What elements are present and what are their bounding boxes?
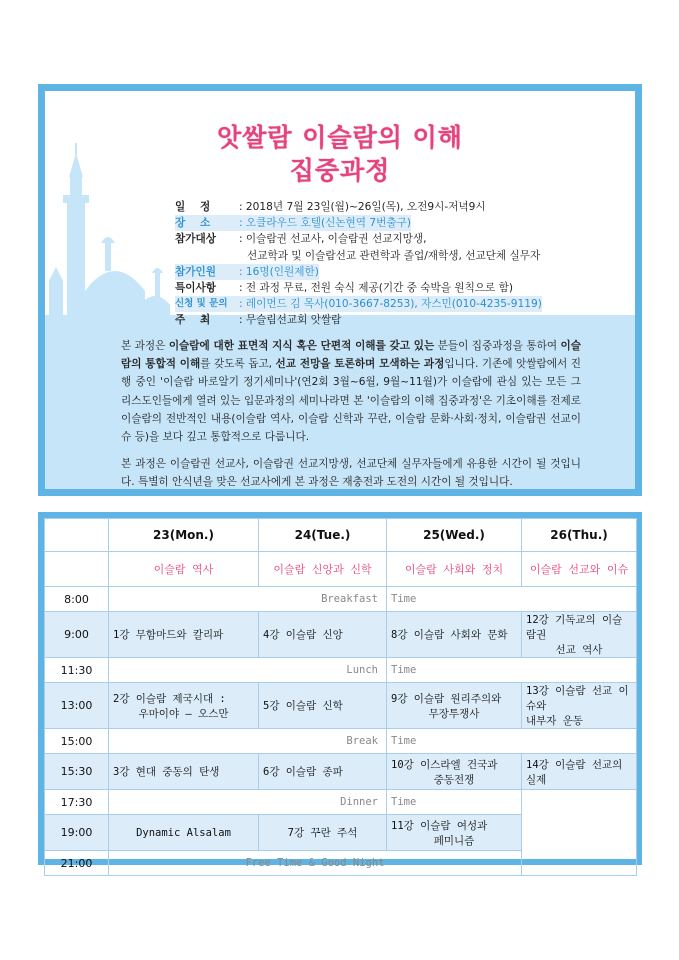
- lecture-line: 11강 이슬람 여성과: [391, 819, 488, 832]
- page-title: [45, 121, 635, 187]
- day-header: 23(Mon.): [109, 519, 259, 552]
- time-cell: 8:00: [45, 587, 109, 612]
- break-label: Break: [346, 735, 378, 747]
- target-value-2: 선교학과 및 이슬람선교 관련학과 졸업/재학생, 선교단체 실무자: [247, 249, 541, 262]
- schedule-row-1300: [45, 683, 637, 729]
- target-label: 참가대상: [175, 233, 216, 246]
- lecture-line: 선교 역사: [555, 644, 603, 656]
- meal-cell-left: [109, 790, 387, 815]
- program-details: [175, 199, 542, 329]
- desc-text: 를 갖도록 돕고,: [200, 358, 276, 371]
- lecture-cell: 8강 이슬람 사회와 문화: [387, 612, 522, 658]
- description-paragraph-1: [121, 337, 581, 446]
- lecture-cell: [522, 612, 637, 658]
- topic-row: [45, 552, 637, 587]
- lecture-cell: [387, 683, 522, 729]
- lecture-line: 13강 이슬람 선교 이슈와: [526, 685, 629, 712]
- title-line-2: 집중과정: [289, 156, 391, 185]
- empty-cell: [522, 790, 637, 876]
- schedule-row-0900: [45, 612, 637, 658]
- date-value: : 2018년 7월 23일(월)~26일(목), 오전9시-저녁9시: [239, 201, 486, 213]
- time-cell: 19:00: [45, 815, 109, 851]
- time-cell: 11:30: [45, 658, 109, 683]
- lecture-cell: [387, 815, 522, 851]
- lecture-cell: 4강 이슬람 신앙: [259, 612, 387, 658]
- topic-header: 이슬람 사회와 정치: [387, 552, 522, 587]
- place-label: 장 소: [175, 215, 239, 231]
- schedule-row-0800: [45, 587, 637, 612]
- free-time-cell: Free Time & Good Night: [109, 851, 522, 876]
- description-paragraph-2: 본 과정은 이슬람권 선교사, 이슬람권 선교지망생, 선교단체 실무자들에게 유용한 시간이 될 것입니다. 특별히 안식년을 맞은 선교사에게 본 과정은 재충전과 도전의 시간이 될 것입니다.: [121, 458, 581, 489]
- meal-cell-right: Time: [387, 658, 637, 683]
- contact-row: [175, 296, 542, 312]
- lecture-line: 중동전쟁: [433, 773, 475, 786]
- dinner-label: Dinner: [340, 796, 378, 808]
- breakfast-label: Breakfast: [321, 593, 378, 605]
- desc-text: 본 과정은: [121, 340, 169, 352]
- program-info-panel: [38, 84, 642, 496]
- desc-text: 분들이 집중과정을 통하여: [434, 340, 561, 352]
- lecture-line: 무장투쟁사: [428, 707, 480, 720]
- date-row: [175, 199, 542, 215]
- lecture-cell: Dynamic Alsalam: [109, 815, 259, 851]
- count-label: 참가인원: [175, 264, 239, 280]
- lecture-cell: 3강 현대 중동의 탄생: [109, 754, 259, 790]
- lecture-line: 12강 기독교의 이슬람권: [526, 614, 623, 641]
- day-header-row: [45, 519, 637, 552]
- contact-value: : 레이먼드 김 목사(010-3667-8253), 자스민(010-4235-9119): [239, 296, 542, 312]
- time-cell: 17:30: [45, 790, 109, 815]
- time-cell: 21:00: [45, 851, 109, 876]
- lecture-cell: 14강 이슬람 선교의 실제: [522, 754, 637, 790]
- corner-cell: [45, 519, 109, 552]
- count-value: : 16명(인원제한): [239, 264, 319, 280]
- desc-text: 입니다. 기존에 앗쌀람에서 진행 중인 '이슬람 바로알기 정기세미나'(연2회 3월~6월, 9월~11월)가 이슬람에 관심 있는 모든 그리스도인들에게 열려 있는 입문과정의 세미나라면 본 '이슬람의 이해 집중과정'은 기초이해를 전제로 이슬람의 전반적인 내용(이슬람 역사, 이슬람 신학과 꾸란, 이슬람 문화·사회·정치, 이슬람권 선교이슈 등)을 보다 깊고 통합적으로 다룹니다.: [121, 358, 581, 444]
- schedule-table: [44, 518, 637, 876]
- target-row: [175, 231, 542, 263]
- schedule-row-1730: [45, 790, 637, 815]
- meal-cell-right: Time: [387, 790, 522, 815]
- desc-emphasis: 이슬람의 통합적 이해: [121, 340, 581, 371]
- schedule-row-1530: [45, 754, 637, 790]
- program-description: [121, 337, 581, 496]
- desc-emphasis: 선교 전망을 토론하며 모색하는 과정: [275, 358, 445, 371]
- lecture-cell: 1강 무함마드와 칼리파: [109, 612, 259, 658]
- lecture-line: 우마이야 – 오스만: [138, 707, 229, 720]
- desc-emphasis: 이슬람에 대한 표면적 지식 혹은 단편적 이해를 갖고 있는: [168, 340, 435, 352]
- time-cell: 9:00: [45, 612, 109, 658]
- time-cell: 15:30: [45, 754, 109, 790]
- lecture-cell: 5강 이슬람 신학: [259, 683, 387, 729]
- host-label: 주 최: [175, 314, 211, 327]
- day-header: 24(Tue.): [259, 519, 387, 552]
- day-header: 25(Wed.): [387, 519, 522, 552]
- meal-cell-left: [109, 658, 387, 683]
- schedule-row-1130: [45, 658, 637, 683]
- special-label: 특이사항: [175, 282, 216, 295]
- host-value: : 무슬림선교회 앗쌀람: [239, 314, 342, 327]
- time-cell: 13:00: [45, 683, 109, 729]
- title-line-1: 앗쌀람 이슬람의 이해: [217, 123, 463, 152]
- lecture-cell: [387, 754, 522, 790]
- count-row: [175, 264, 542, 280]
- schedule-row-1500: [45, 729, 637, 754]
- host-row: [175, 312, 542, 328]
- lecture-line: 내부자 운동: [526, 715, 584, 727]
- break-cell-left: [109, 729, 387, 754]
- lecture-cell: [109, 683, 259, 729]
- day-header: 26(Thu.): [522, 519, 637, 552]
- lunch-label: Lunch: [346, 664, 378, 676]
- lecture-line: 페미니즘: [433, 834, 475, 847]
- lecture-cell: [522, 683, 637, 729]
- date-label: 일 정: [175, 201, 211, 213]
- special-value: : 전 과정 무료, 전원 숙식 제공(기간 중 숙박을 원칙으로 함): [239, 282, 514, 295]
- topic-header: 이슬람 신앙과 신학: [259, 552, 387, 587]
- schedule-panel: [38, 512, 642, 870]
- place-row: [175, 215, 542, 231]
- lecture-line: 2강 이슬람 제국시대 :: [113, 692, 226, 705]
- meal-cell-left: [109, 587, 387, 612]
- time-cell: 15:00: [45, 729, 109, 754]
- place-value: : 오클라우드 호텔(신논현역 7번출구): [239, 215, 411, 231]
- topic-header: 이슬람 역사: [109, 552, 259, 587]
- lecture-cell: 7강 꾸란 주석: [259, 815, 387, 851]
- target-values: [239, 231, 540, 263]
- corner-cell: [45, 552, 109, 587]
- topic-header: 이슬람 선교와 이슈: [522, 552, 637, 587]
- lecture-line: 9강 이슬람 원리주의와: [391, 692, 502, 705]
- lecture-line: 10강 이스라엘 건국과: [391, 758, 498, 771]
- meal-cell-right: Time: [387, 587, 637, 612]
- contact-label: 신청 및 문의: [175, 296, 239, 312]
- break-cell-right: Time: [387, 729, 637, 754]
- special-row: [175, 280, 542, 296]
- target-value-1: : 이슬람권 선교사, 이슬람권 선교지망생,: [239, 233, 427, 246]
- lecture-cell: 6강 이슬람 종파: [259, 754, 387, 790]
